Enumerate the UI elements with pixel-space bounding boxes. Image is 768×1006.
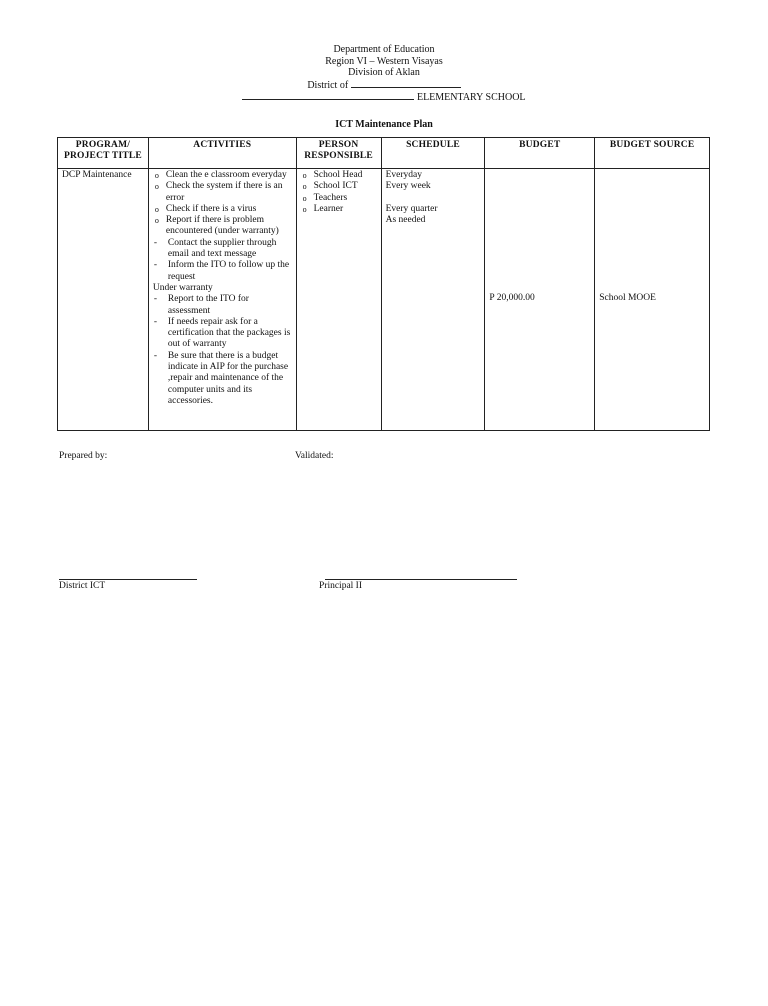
list-item: o School Head — [301, 170, 377, 181]
region-name: Region VI – Western Visayas — [325, 55, 443, 67]
list-item: - If needs repair ask for a certification that the packages is out of warranty — [153, 317, 292, 351]
header-activities: ACTIVITIES — [148, 138, 296, 169]
list-item: - Report to the ITO for assessment — [153, 294, 292, 317]
list-item: - Be sure that there is a budget indicate in AIP for the purchase ,repair and maintenance of the computer units and its accessories. — [153, 351, 292, 407]
cell-budget-source — [595, 169, 710, 431]
district-line — [0, 79, 768, 92]
table-header-row — [58, 138, 710, 169]
list-item: o Check if there is a virus — [153, 204, 292, 215]
school-label: ELEMENTARY SCHOOL — [416, 92, 526, 103]
schedule-item: Every quarter — [385, 203, 438, 214]
plan-title: ICT Maintenance Plan — [335, 119, 433, 130]
under-warranty-label: Under warranty — [152, 282, 213, 293]
header-person: PERSON RESPONSIBLE — [296, 138, 381, 169]
letterhead — [0, 44, 768, 104]
district-label: District of — [307, 79, 349, 91]
schedule-item: Everyday — [385, 170, 422, 180]
maintenance-plan-table — [57, 137, 710, 431]
right-signature-line[interactable] — [325, 579, 517, 580]
cell-persons — [296, 169, 381, 431]
right-signatory: Principal II — [319, 581, 363, 591]
table-row — [58, 169, 710, 431]
list-item: o Teachers — [301, 193, 377, 204]
list-item: o Check the system if there is an error — [153, 181, 292, 204]
budget-amount: P 20,000.00 — [489, 293, 535, 303]
header-budget-source: BUDGET SOURCE — [595, 138, 710, 169]
list-item: o School ICT — [301, 181, 377, 192]
schedule-item: Every week — [385, 181, 431, 192]
header-program: PROGRAM/ PROJECT TITLE — [58, 138, 149, 169]
activities-list — [153, 170, 292, 238]
cell-program: DCP Maintenance — [58, 169, 149, 431]
list-item: - Contact the supplier through email and text message — [153, 238, 292, 261]
budget-source: School MOOE — [599, 293, 656, 303]
cell-activities — [148, 169, 296, 431]
list-item: o Learner — [301, 204, 377, 215]
list-item: - Inform the ITO to follow up the request — [153, 260, 292, 283]
warranty-sublist — [153, 238, 292, 283]
header-schedule: SCHEDULE — [381, 138, 485, 169]
district-blank[interactable] — [351, 79, 461, 88]
validated-label: Validated: — [295, 451, 334, 461]
list-item: o Clean the e classroom everyday — [153, 170, 292, 181]
list-item: o Report if there is problem encountered (under warranty) — [153, 215, 292, 238]
prepared-by-label: Prepared by: — [59, 451, 108, 461]
school-blank[interactable] — [242, 91, 414, 100]
school-line — [0, 91, 768, 104]
left-signature-line[interactable] — [59, 579, 197, 580]
cell-schedule — [381, 169, 485, 431]
left-signatory: District ICT — [59, 581, 106, 591]
department-name: Department of Education — [333, 44, 435, 55]
persons-list — [301, 170, 377, 215]
schedule-item: As needed — [385, 214, 426, 225]
division-name: Division of Aklan — [348, 67, 420, 78]
cell-budget — [485, 169, 595, 431]
header-budget: BUDGET — [485, 138, 595, 169]
under-warranty-sublist — [153, 294, 292, 407]
